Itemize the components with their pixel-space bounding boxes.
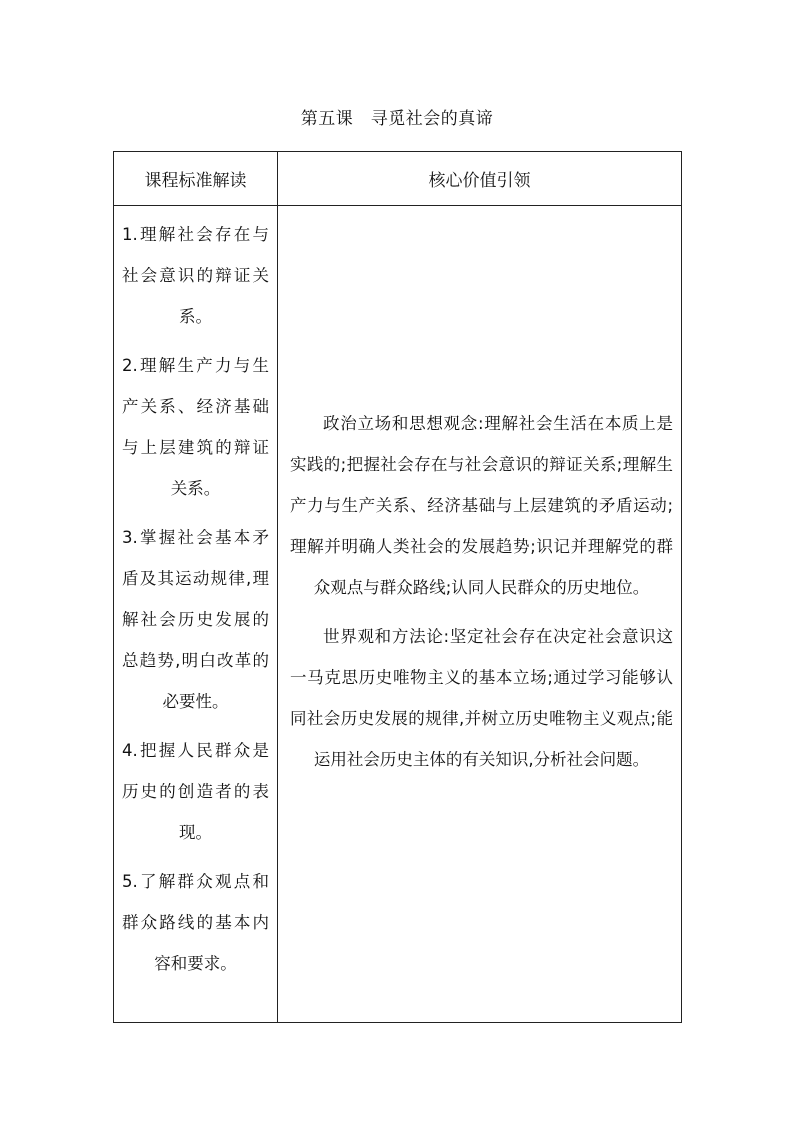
- header-core-values: 核心价值引领: [278, 152, 682, 206]
- standards-list: [114, 206, 277, 984]
- header-curriculum-standards: 课程标准解读: [114, 152, 278, 206]
- standards-cell: [114, 206, 278, 1023]
- table-body-row: [114, 206, 682, 1023]
- core-values-content: [278, 403, 681, 780]
- core-values-cell: [278, 206, 682, 1023]
- value-paragraph-worldview: 世界观和方法论:坚定社会存在决定社会意识这一马克思历史唯物主义的基本立场;通过学习能够认同社会历史发展的规律,并树立历史唯物主义观点;能运用社会历史主体的有关知识,分析社会问题。: [290, 626, 673, 769]
- standard-item-5: 5.了解群众观点和群众路线的基本内容和要求。: [122, 872, 269, 973]
- page-title: 第五课 寻觅社会的真谛: [300, 109, 494, 129]
- curriculum-table: [113, 151, 682, 1023]
- standard-item-4: 4.把握人民群众是历史的创造者的表现。: [122, 741, 269, 842]
- standard-item-2: 2.理解生产力与生产关系、经济基础与上层建筑的辩证关系。: [122, 356, 269, 498]
- table-header-row: [114, 152, 682, 206]
- standard-item-3: 3.掌握社会基本矛盾及其运动规律,理解社会历史发展的总趋势,明白改革的必要性。: [122, 528, 269, 711]
- value-paragraph-political: 政治立场和思想观念:理解社会生活在本质上是实践的;把握社会存在与社会意识的辩证关系;理解生产力与生产关系、经济基础与上层建筑的矛盾运动;理解并明确人类社会的发展趋势;识记并理解党的群众观点与群众路线;认同人民群众的历史地位。: [290, 413, 673, 597]
- standard-item-1: 1.理解社会存在与社会意识的辩证关系。: [122, 225, 269, 326]
